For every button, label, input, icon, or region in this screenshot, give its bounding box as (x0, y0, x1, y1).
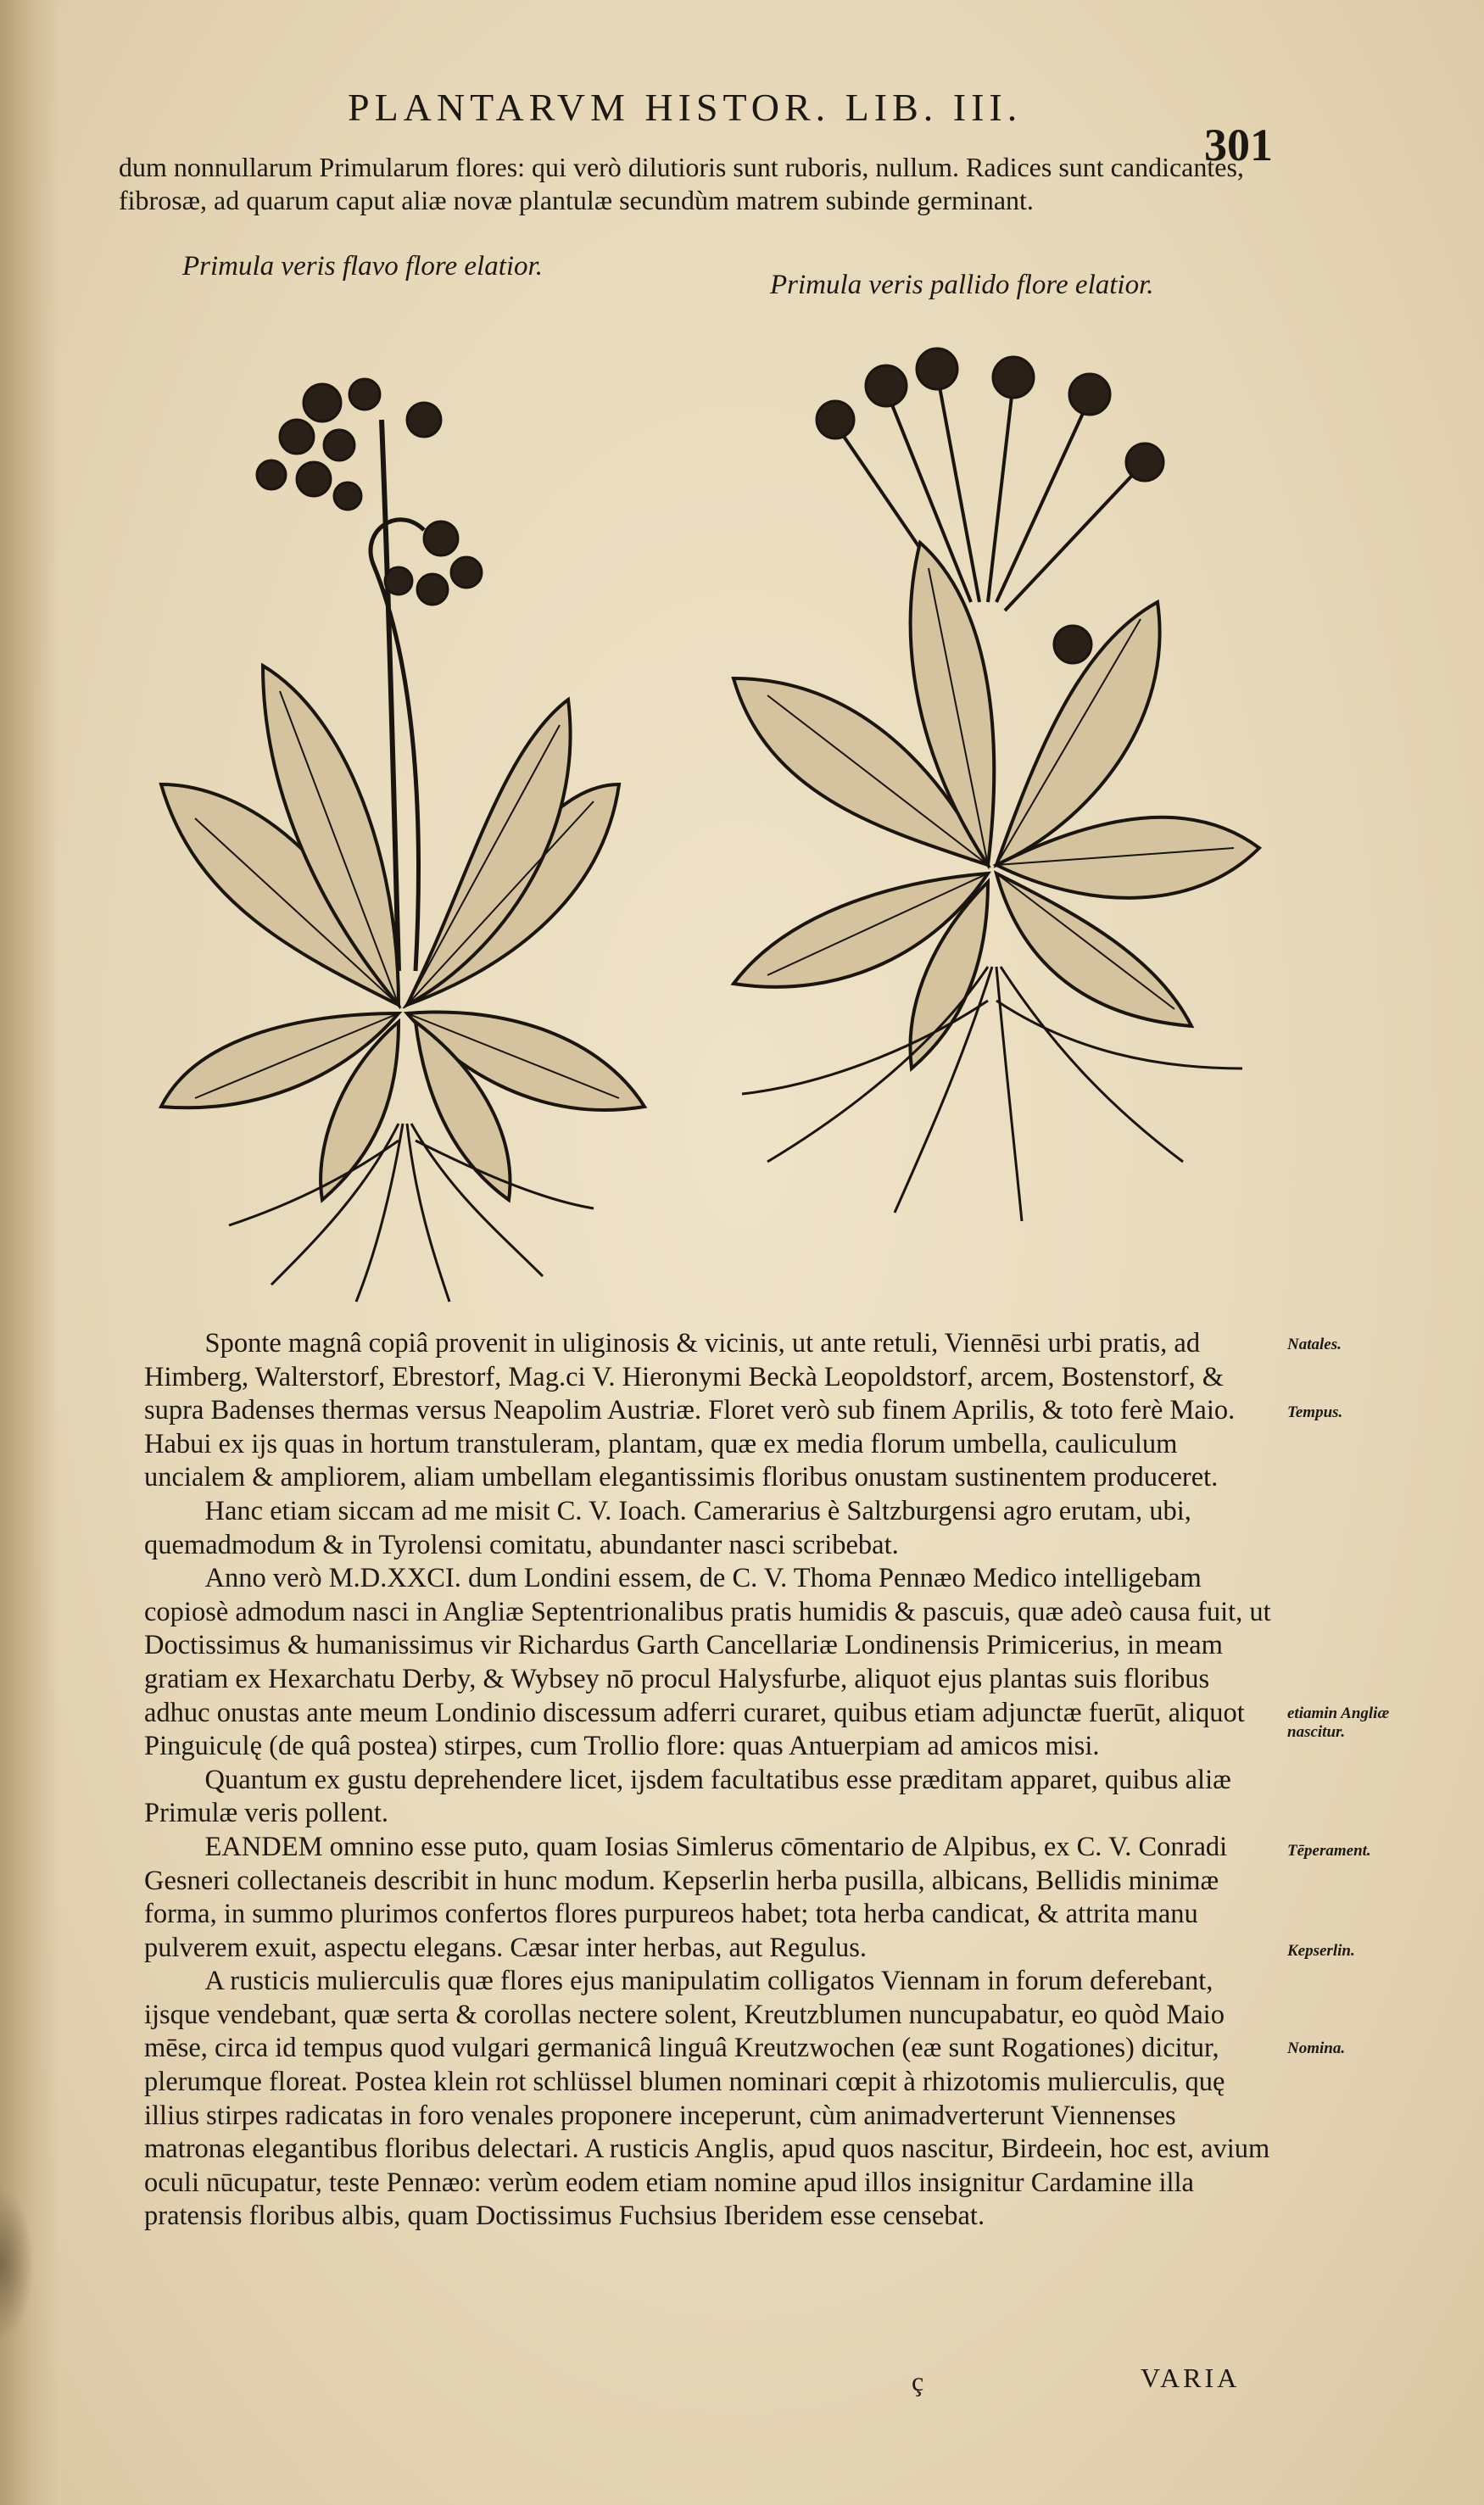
figure-caption-right: Primula veris pallido flore elatior. (770, 270, 1154, 300)
paragraph-london: Anno verò M.D.XXCI. dum Londini essem, de C. V. Thoma Pennæo Medico intelligebam copiosè admodum nasci in Angliæ Septentrionalibus pratis humidis & pascuis, quæ adeò causa fuit, ut Doctissimus & humanissimus vir Richardus Garth Cancellariæ Londinensis Primicerius, in meam gratiam ex Hexarchatu Derby, & Wybsey nō procul Halysfurbe, aliquot ejus plantas suis floribus adhuc onustas ante meum Londinio discessum adferri curaret, quibus etiam adjunctæ fuerūt, aliquot Pinguiculę (de quâ postea) stirpes, cum Trollio flore: quas Antuerpiam ad amicos misi. (144, 1563, 1271, 1762)
page-gutter-shadow (0, 0, 59, 2505)
primula-pallido-woodcut (717, 322, 1276, 1280)
page-number: 301 (1204, 120, 1273, 170)
margin-note-temperament: Tēperament. (1287, 1842, 1371, 1860)
signature-mark: ç (912, 2366, 924, 2396)
primula-flavo-woodcut (144, 310, 670, 1306)
paragraph-natales: Sponte magnâ copiâ provenit in uliginosis & vicinis, ut ante retuli, Viennēsi urbi pratis, ad Himberg, Walterstorf, Ebrestorf, Mag.ci V. Hieronymi Beckà Leopoldstorf, arcem, Bostenstorf, & supra Badenses thermas versus Neapolim Austriæ. Floret verò sub finem Aprilis, & toto ferè Maio. Habui ex ijs quas in hortum transtuleram, plantam, quæ ex media florum umbella, cauliculum uncialem & ampliorem, aliam umbellam elegantissimis floribus onustam sustinentem produceret. (144, 1328, 1236, 1493)
margin-note-natales: Natales. (1287, 1336, 1342, 1353)
intro-paragraph: dum nonnullarum Primularum flores: qui verò dilutioris sunt ruboris, nullum. Radices sunt candicantes, fibrosæ, ad quarum caput aliæ novæ plantulæ secundùm matrem subinde germinant. (119, 152, 1244, 215)
paragraph-nomina: A rusticis mulierculis quæ flores ejus manipulatim colligatos Viennam in forum deferebant, ijsque vendebant, quæ serta & corollas nectere solent, Kreutzblumen nuncupabatur, eo quòd Maio mēse, circa id tempus quod vulgari germanicâ linguâ Kreutzwochen (eæ sunt Rogationes) dicitur, plerumque floreat. Postea klein rot schlüssel blumen nominari cœpit à rhizotomis mulierculis, quę illius stirpes radicatas in foro venales proponere inceperunt, cùm animadverterunt Viennenses matronas elegantibus floribus delectari. A rusticis Anglis, apud quos nascitur, Birdeein, hoc est, avium oculi nūcupatur, teste Pennæo: verùm eodem etiam nomine apud illos insignitur Cardamine illa pratensis floribus albis, quam Doctissimus Fuchsius Iberidem esse censebat. (144, 1966, 1270, 2232)
margin-note-tempus: Tempus. (1287, 1403, 1343, 1421)
paragraph-camerarius: Hanc etiam siccam ad me misit C. V. Ioach. Camerarius è Saltzburgensi agro erutam, ubi, quemadmodum & in Tyrolensi comitatu, abundanter nasci scribebat. (144, 1495, 1191, 1560)
paragraph-temperament: Quantum ex gustu deprehendere licet, ijsdem facultatibus esse præditam apparet, quibus aliæ Primulæ veris pollent. (144, 1764, 1231, 1829)
paragraph-simlerus: EANDEM omnino esse puto, quam Iosias Simlerus cōmentario de Alpibus, ex C. V. Conradi Gesneri collectaneis describit in hunc modum. Kepserlin herba pusilla, albicans, Bellidis minimæ forma, in summo plurimos confertos flores purpureos habet; tota herba candicat, & attrita manu pulverem exuit, aspectu elegans. Cæsar inter herbas, aut Regulus. (144, 1831, 1228, 1963)
margin-note-anglia: etiamin Angliæ nascitur. (1287, 1704, 1390, 1741)
page-stain (0, 2188, 34, 2340)
margin-note-nomina: Nomina. (1287, 2039, 1346, 2057)
main-text (144, 1327, 1280, 2234)
catchword: VARIA (1141, 2363, 1241, 2393)
running-head: PLANTARVM HISTOR. LIB. III. (348, 86, 1023, 129)
figure-caption-left: Primula veris flavo flore elatior. (182, 251, 543, 282)
margin-note-kepserlin: Kepserlin. (1287, 1942, 1355, 1960)
